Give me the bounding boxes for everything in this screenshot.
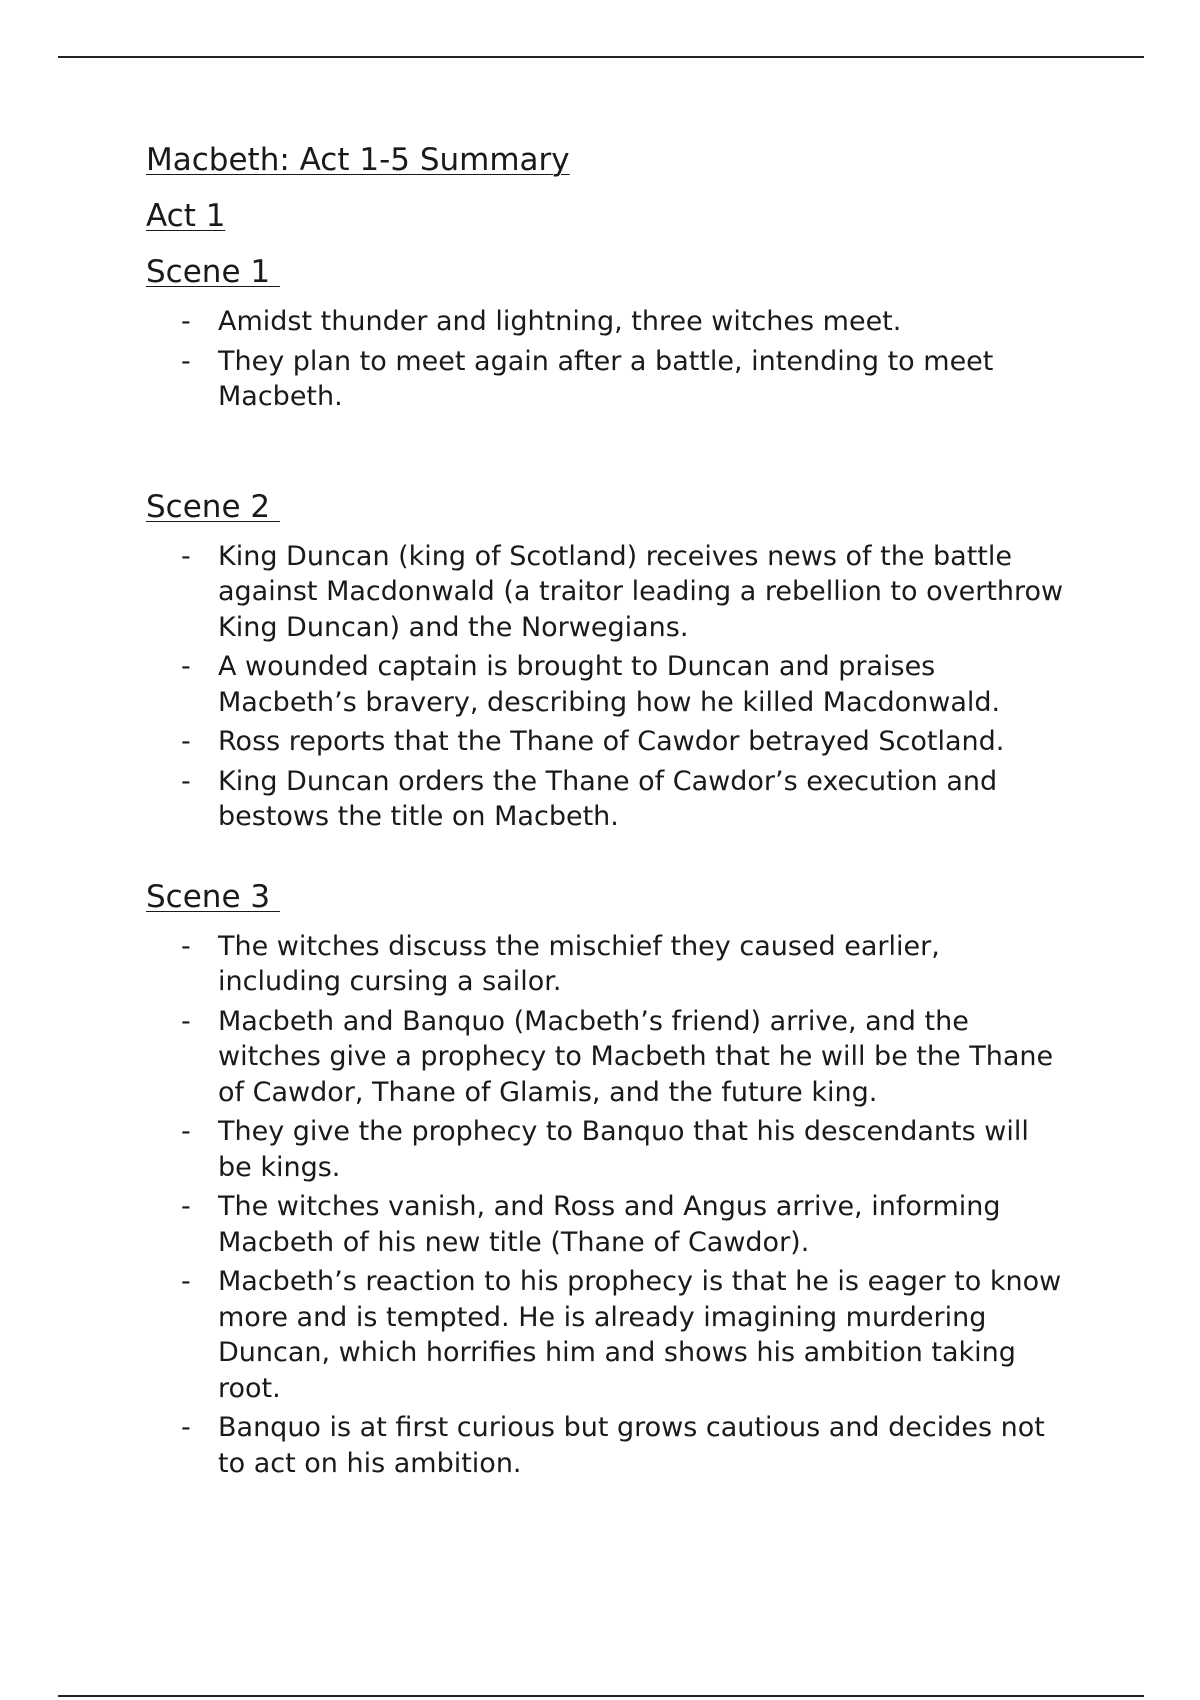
- list-item: [146, 929, 1066, 1000]
- scene-section-2: [146, 485, 1066, 835]
- list-item: [146, 1004, 1066, 1111]
- document-body: [146, 138, 1066, 1521]
- list-item: [146, 1114, 1066, 1185]
- scene-section-1: [146, 250, 1066, 415]
- bullet-dash: -: [181, 1412, 191, 1443]
- bullet-dash: -: [181, 306, 191, 337]
- bullet-text: Banquo is at first curious but grows cautious and decides not to act on his ambition.: [218, 1412, 1045, 1479]
- list-item: [146, 539, 1066, 646]
- bullet-list: [146, 304, 1066, 415]
- list-item: [146, 649, 1066, 720]
- list-item: [146, 304, 1066, 340]
- bullet-dash: -: [181, 930, 191, 962]
- list-item: [146, 1189, 1066, 1260]
- bullet-dash: -: [181, 765, 191, 797]
- list-item: [146, 1264, 1066, 1406]
- scene-heading: Scene 1: [146, 254, 280, 290]
- bullet-text: Macbeth and Banquo (Macbeth’s friend) arrive, and the witches give a prophecy to Macbeth that he will be the Thane of Cawdor, Thane of Glamis, and the future king.: [218, 1005, 1054, 1108]
- bullet-dash: -: [181, 1005, 191, 1037]
- bullet-text: Macbeth’s reaction to his prophecy is that he is eager to know more and is tempted. He is already imagining murdering Duncan, which horrifies him and shows his ambition taking root.: [218, 1266, 1062, 1404]
- bullet-text: A wounded captain is brought to Duncan and praises Macbeth’s bravery, describing how he killed Macdonwald.: [218, 651, 1001, 718]
- scene-heading: Scene 3: [146, 878, 280, 915]
- bullet-text: They plan to meet again after a battle, intending to meet Macbeth.: [218, 345, 994, 412]
- bullet-text: The witches vanish, and Ross and Angus arrive, informing Macbeth of his new title (Thane of Cawdor).: [218, 1191, 1001, 1258]
- act-heading: Act 1: [146, 198, 226, 234]
- bullet-dash: -: [181, 540, 191, 572]
- bullet-list: [146, 539, 1066, 835]
- bullet-dash: -: [181, 345, 191, 377]
- scene-section-3: [146, 875, 1066, 1482]
- header-rule: [58, 56, 1144, 58]
- bullet-dash: -: [181, 1191, 191, 1222]
- bullet-text: They give the prophecy to Banquo that his descendants will be kings.: [218, 1116, 1029, 1183]
- bullet-dash: -: [181, 1266, 191, 1297]
- bullet-dash: -: [181, 726, 191, 757]
- list-item: [146, 1410, 1066, 1481]
- document-title: Macbeth: Act 1-5 Summary: [146, 142, 570, 178]
- footer-rule: [58, 1695, 1144, 1697]
- bullet-text: King Duncan (king of Scotland) receives news of the battle against Macdonwald (a traitor leading a rebellion to overthrow King Duncan) and the Norwegians.: [218, 540, 1064, 643]
- list-item: [146, 724, 1066, 760]
- bullet-list: [146, 929, 1066, 1482]
- bullet-text: The witches discuss the mischief they caused earlier, including cursing a sailor.: [218, 930, 940, 997]
- list-item: [146, 764, 1066, 835]
- bullet-text: Ross reports that the Thane of Cawdor betrayed Scotland.: [218, 726, 1005, 757]
- bullet-dash: -: [181, 651, 191, 682]
- bullet-text: Amidst thunder and lightning, three witches meet.: [218, 306, 902, 337]
- bullet-text: King Duncan orders the Thane of Cawdor’s execution and bestows the title on Macbeth.: [218, 765, 998, 832]
- bullet-dash: -: [181, 1116, 191, 1147]
- scene-heading: Scene 2: [146, 488, 280, 525]
- list-item: [146, 344, 1066, 415]
